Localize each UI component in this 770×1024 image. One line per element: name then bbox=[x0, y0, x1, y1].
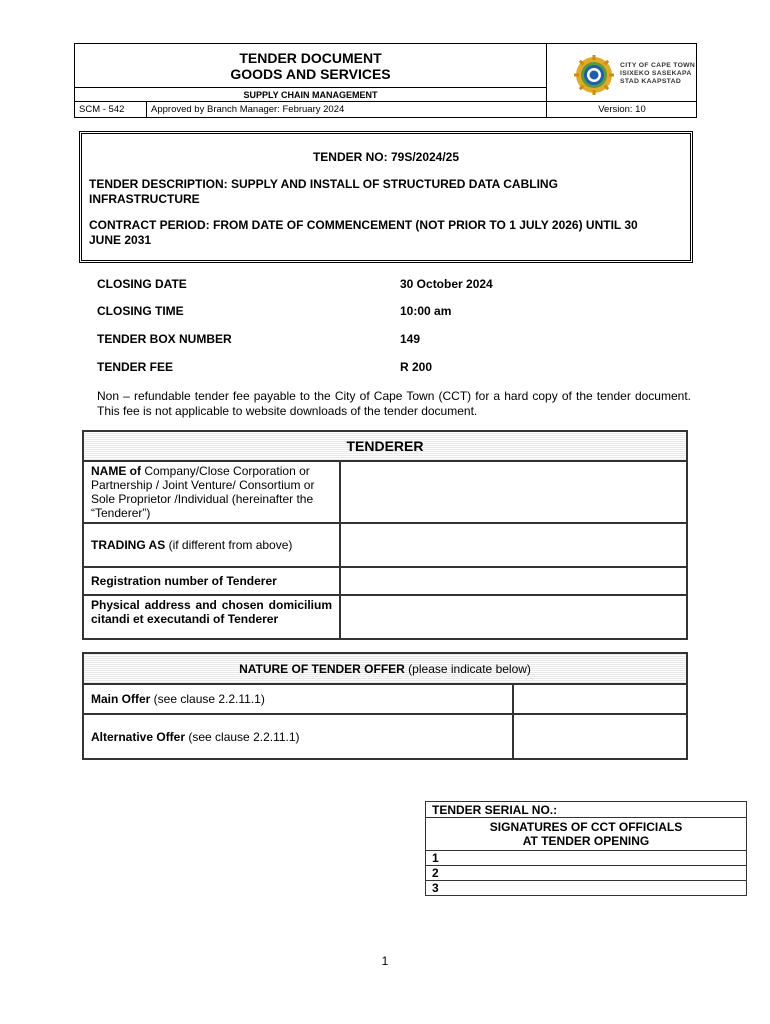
signature-row[interactable]: 3 bbox=[426, 881, 747, 896]
header-subtitle: SUPPLY CHAIN MANAGEMENT bbox=[75, 87, 546, 101]
main-offer-bold: Main Offer bbox=[91, 692, 151, 706]
tender-description-line1: TENDER DESCRIPTION: SUPPLY AND INSTALL OF STRUCTURED DATA CABLING bbox=[89, 177, 558, 191]
main-offer-rest: (see clause 2.2.11.1) bbox=[150, 692, 265, 706]
approval-text: Approved by Branch Manager: February 2024 bbox=[147, 102, 547, 118]
registration-field[interactable] bbox=[340, 567, 687, 595]
alternative-offer-field[interactable] bbox=[513, 714, 687, 759]
city-logo bbox=[573, 55, 697, 95]
signatures-heading-line2: AT TENDER OPENING bbox=[522, 834, 650, 848]
tender-box-number-value: 149 bbox=[400, 332, 421, 346]
tender-fee-label: TENDER FEE bbox=[97, 360, 174, 374]
name-field[interactable] bbox=[340, 461, 687, 523]
header-title-block bbox=[75, 44, 547, 101]
doc-code: SCM - 542 bbox=[75, 102, 147, 118]
name-label-bold: NAME of bbox=[91, 464, 141, 478]
logo-text-line2: ISIXEKO SASEKAPA bbox=[620, 70, 692, 77]
name-label bbox=[83, 461, 340, 523]
trading-as-field[interactable] bbox=[340, 523, 687, 567]
trading-as-label bbox=[83, 523, 340, 567]
alternative-offer-bold: Alternative Offer bbox=[91, 729, 186, 744]
closing-time-value: 10:00 am bbox=[400, 304, 452, 318]
registration-label: Registration number of Tenderer bbox=[83, 567, 340, 595]
city-of-cape-town-logo-icon bbox=[573, 55, 617, 95]
logo-text bbox=[620, 62, 695, 86]
tender-box-number-label: TENDER BOX NUMBER bbox=[97, 332, 232, 346]
tender-fee-value: R 200 bbox=[400, 360, 433, 374]
main-offer-label bbox=[83, 684, 513, 714]
signature-row[interactable]: 2 bbox=[426, 866, 747, 881]
address-field[interactable] bbox=[340, 595, 687, 639]
main-offer-field[interactable] bbox=[513, 684, 687, 714]
trading-as-bold: TRADING AS bbox=[91, 538, 166, 552]
tender-serial-label: TENDER SERIAL NO.: bbox=[426, 802, 747, 818]
tenderer-heading: TENDERER bbox=[83, 431, 687, 461]
fee-note: Non – refundable tender fee payable to the City of Cape Town (CCT) for a hard copy of the tender document. This fee is not applicable to website downloads of the tender document. bbox=[97, 389, 691, 418]
closing-date-value: 30 October 2024 bbox=[400, 277, 493, 291]
tender-description-line2: INFRASTRUCTURE bbox=[89, 192, 200, 206]
alternative-offer-rest: (see clause 2.2.11.1) bbox=[185, 729, 300, 744]
version-text: Version: 10 bbox=[598, 104, 646, 115]
offer-heading-rest: (please indicate below) bbox=[404, 661, 531, 676]
tender-offer-table bbox=[82, 652, 688, 760]
name-label-rest: Company/Close Corporation or Partnership / Joint Venture/ Consortium or Sole Proprietor /Individual (hereinafter the “Tenderer”) bbox=[91, 464, 315, 520]
tenderer-table bbox=[82, 430, 688, 640]
contract-period-line1: CONTRACT PERIOD: FROM DATE OF COMMENCEMENT (NOT PRIOR TO 1 JULY 2026) UNTIL 30 bbox=[89, 218, 638, 232]
logo-text-line1: CITY OF CAPE TOWN bbox=[620, 62, 696, 69]
signatures-heading-line1: SIGNATURES OF CCT OFFICIALS bbox=[489, 820, 683, 834]
signatures-heading bbox=[426, 818, 747, 851]
offer-heading bbox=[83, 653, 687, 684]
signature-row[interactable]: 1 bbox=[426, 851, 747, 866]
header-title-line2: GOODS AND SERVICES bbox=[230, 66, 391, 82]
closing-date-label: CLOSING DATE bbox=[97, 277, 187, 291]
logo-text-line3: STAD KAAPSTAD bbox=[620, 78, 682, 85]
closing-time-label: CLOSING TIME bbox=[97, 304, 184, 318]
trading-as-rest: (if different from above) bbox=[165, 538, 293, 552]
tender-serial-table bbox=[425, 801, 747, 896]
tender-number: TENDER NO: 79S/2024/25 bbox=[312, 150, 460, 164]
contract-period-line2: JUNE 2031 bbox=[89, 233, 152, 247]
page-number: 1 bbox=[381, 954, 389, 968]
tender-info-box bbox=[79, 131, 693, 263]
offer-heading-bold: NATURE OF TENDER OFFER bbox=[239, 661, 405, 676]
header-title-line1: TENDER DOCUMENT bbox=[239, 50, 382, 66]
address-label: Physical address and chosen domicilium citandi et executandi of Tenderer bbox=[83, 595, 340, 639]
document-header bbox=[74, 43, 697, 118]
header-meta-row bbox=[75, 101, 696, 118]
alternative-offer-label bbox=[83, 714, 513, 759]
